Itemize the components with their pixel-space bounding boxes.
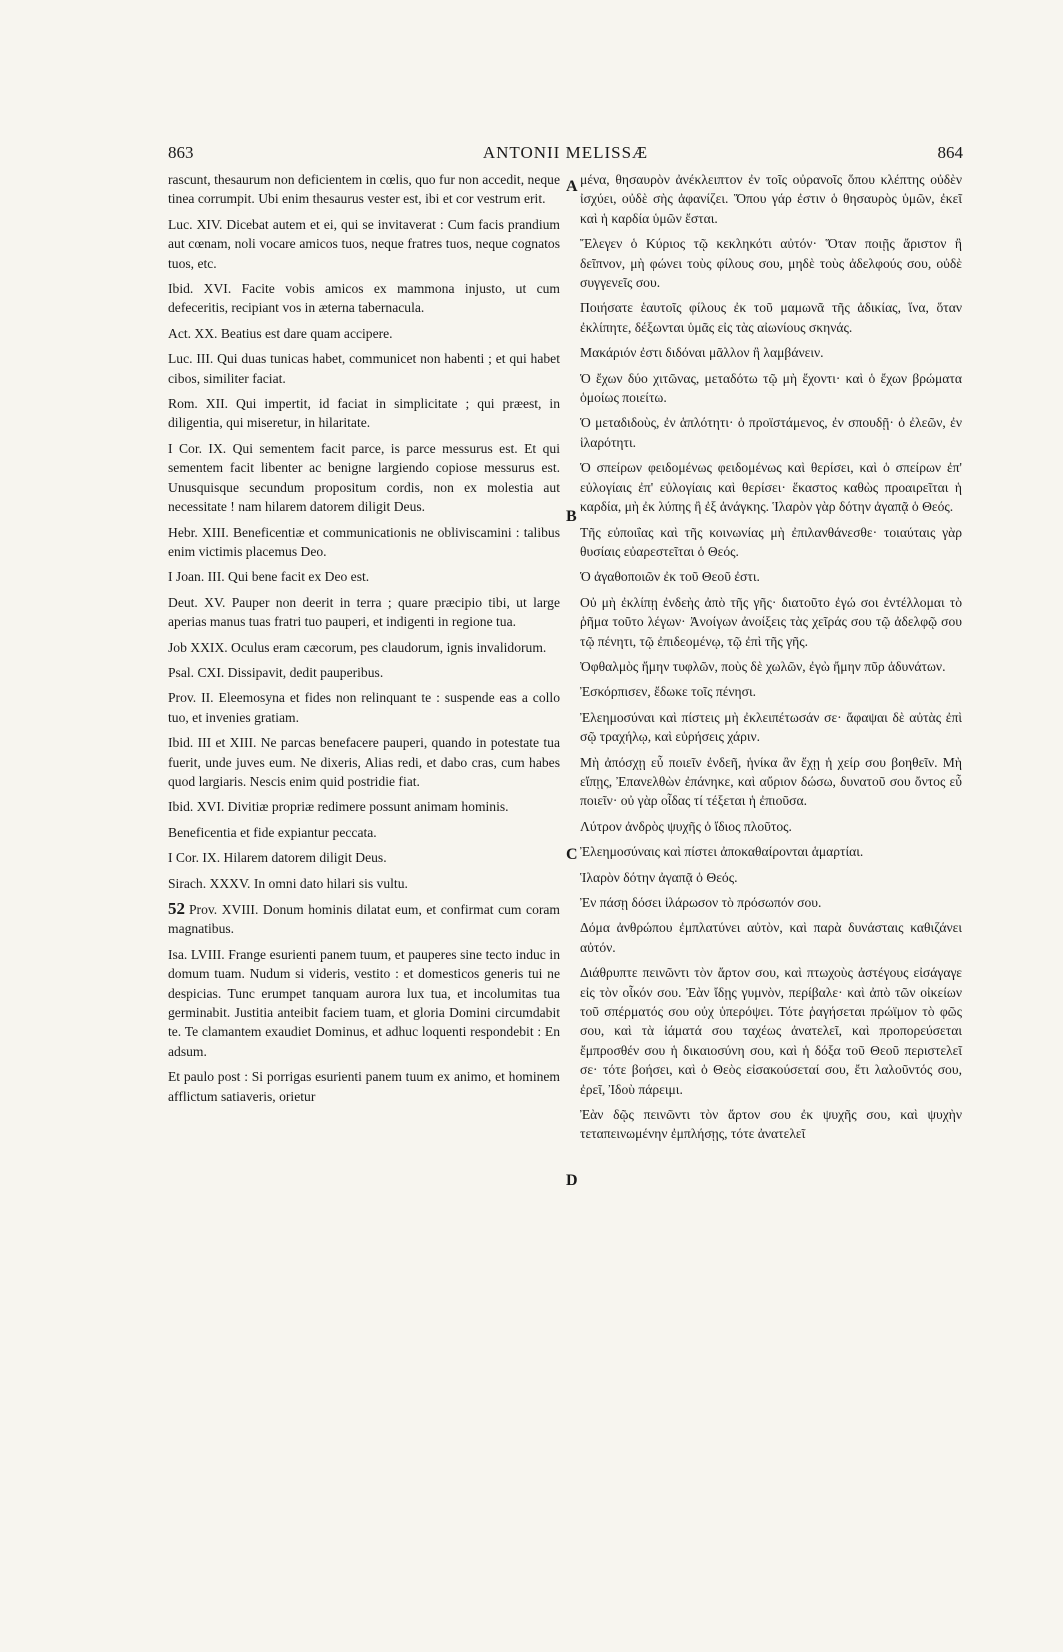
margin-letter-c: C: [566, 846, 578, 863]
latin-paragraph: Prov. II. Eleemosyna et fides non relinquant te : suspende eas a collo tuo, et invenies gratiam.: [168, 690, 560, 725]
latin-paragraph: Ibid. XVI. Facite vobis amicos ex mammona injusto, ut cum defeceritis, recipiant vos in æterna tabernacula.: [168, 281, 560, 316]
page-number-left: 863: [168, 143, 194, 162]
greek-paragraph: Διάθρυπτε πεινῶντι τὸν ἄρτον σου, καὶ πτωχοὺς ἀστέγους εἰσάγαγε εἰς τὸν οἶκόν σου. Ἐὰν ἴδῃς γυμνὸν, περίβαλε· καὶ ἀπὸ τῶν οἰκείων τοῦ σπέρματός σου οὐχ ὑπερόψει. Τότε ῥαγήσεται πρώϊμον τὸ φῶς σου, καὶ τὰ ἰάματά σου ταχέως ἀνατελεῖ, καὶ προπορεύσεται ἔμπροσθέν σου ἡ δικαιοσύνη σου, καὶ ἡ δόξα τοῦ Θεοῦ περιστελεῖ σε· τότε βοήσει, καὶ ὁ Θεὸς εἰσακούσεταί σου, ἔτι λαλοῦντός σου, ἐρεῖ, Ἰδοὺ πάρειμι.: [580, 965, 962, 1097]
greek-paragraph: Ποιήσατε ἑαυτοῖς φίλους ἐκ τοῦ μαμωνᾶ τῆς ἀδικίας, ἵνα, ὅταν ἐκλίπητε, δέξωνται ὑμᾶς εἰς τὰς αἰωνίους σκηνάς.: [580, 300, 962, 335]
greek-paragraph: Τῆς εὐποιΐας καὶ τῆς κοινωνίας μὴ ἐπιλανθάνεσθε· τοιαύταις γὰρ θυσίαις εὐαρεστεῖται ὁ Θεός.: [580, 524, 962, 559]
greek-paragraph: Ἐλεημοσύναι καὶ πίστεις μὴ ἐκλειπέτωσάν σε· ἄφαψαι δὲ αὐτὰς ἐπὶ σῷ τραχήλῳ, καὶ εὑρήσεις χάριν.: [580, 709, 962, 745]
latin-column: [168, 170, 560, 1112]
greek-paragraph: Ὁ ἔχων δύο χιτῶνας, μεταδότω τῷ μὴ ἔχοντι· καὶ ὁ ἔχων βρώματα ὁμοίως ποιείτω.: [580, 370, 962, 406]
latin-paragraph: Ibid. III et XIII. Ne parcas benefacere pauperi, quando in potestate tua fuerit, unde juves eum. Ne dixeris, Alias redi, et dabo cras, cum habes quod largiaris. Nescis enim quid postridie fiat.: [168, 735, 560, 789]
latin-paragraph: Rom. XII. Qui impertit, id faciat in simplicitate ; qui præest, in diligentia, qui miseretur, in hilaritate.: [168, 396, 560, 431]
latin-paragraph: Luc. XIV. Dicebat autem et ei, qui se invitaverat : Cum facis prandium aut cœnam, noli vocare amicos tuos, neque fratres tuos, neque cognatos tuos, etc.: [168, 216, 560, 271]
greek-paragraph: Οὐ μὴ ἐκλίπῃ ἐνδεὴς ἀπὸ τῆς γῆς· διατοῦτο ἐγώ σοι ἐντέλλομαι τὸ ῥῆμα τοῦτο λέγων· Ἀνοίγων ἀνοίξεις τὰς χεῖράς σου τῷ ἀδελφῷ σου τῷ πένητι, τῷ ἐπιδεομένῳ, τῷ ἐπὶ τῆς γῆς.: [580, 594, 962, 649]
running-header: [168, 143, 963, 167]
margin-letter-d: D: [566, 1172, 578, 1189]
latin-paragraph: Deut. XV. Pauper non deerit in terra ; quare præcipio tibi, ut large aperias manus tuas fratri tuo pauperi, et indigenti in regione tua.: [168, 594, 560, 630]
latin-paragraph: Luc. III. Qui duas tunicas habet, communicet non habenti ; et qui habet cibos, similiter faciat.: [168, 351, 560, 386]
greek-paragraph: Ἐὰν δῷς πεινῶντι τὸν ἄρτον σου ἐκ ψυχῆς σου, καὶ ψυχὴν τεταπεινωμένην ἐμπλήσῃς, τότε ἀνατελεῖ: [580, 1107, 962, 1142]
greek-paragraph: Λύτρον ἀνδρὸς ψυχῆς ὁ ἴδιος πλοῦτος.: [580, 818, 792, 834]
greek-paragraph: Δόμα ἀνθρώπου ἐμπλατύνει αὐτὸν, καὶ παρὰ δυνάσταις καθιζάνει αὐτόν.: [580, 920, 962, 955]
latin-paragraph: rascunt, thesaurum non deficientem in cœlis, quo fur non accedit, neque tinea corrumpit. Ubi enim thesaurus vester est, ibi et cor vestrum erit.: [168, 172, 560, 207]
greek-paragraph: Ὁ σπείρων φειδομένως φειδομένως καὶ θερίσει, καὶ ὁ σπείρων ἐπ' εὐλογίαις ἐπ' εὐλογίαις καὶ θερίσει· ἕκαστος καθὼς προαιρεῖται ἡ καρδία, μὴ ἐκ λύπης ἢ ἐξ ἀνάγκης. Ἱλαρὸν γὰρ δότην ἀγαπᾷ ὁ Θεός.: [580, 460, 962, 515]
greek-paragraph: Μακάριόν ἐστι διδόναι μᾶλλον ἢ λαμβάνειν.: [580, 345, 824, 361]
margin-letter-b: B: [566, 508, 577, 525]
page-number-right: 864: [937, 143, 963, 162]
greek-paragraph: Ὁ ἀγαθοποιῶν ἐκ τοῦ Θεοῦ ἐστι.: [580, 569, 760, 585]
greek-paragraph: Ὀφθαλμὸς ἤμην τυφλῶν, ποὺς δὲ χωλῶν, ἐγὼ ἤμην πῦρ ἀδυνάτων.: [580, 658, 946, 674]
latin-paragraph-text: Prov. XVIII. Donum hominis dilatat eum, et confirmat cum coram magnatibus.: [168, 902, 560, 937]
greek-paragraph: Μὴ ἀπόσχῃ εὖ ποιεῖν ἐνδεῆ, ἡνίκα ἂν ἔχῃ ἡ χείρ σου βοηθεῖν. Μὴ εἴπῃς, Ἐπανελθὼν ἐπάνηκε, καὶ αὔριον δώσω, δυνατοῦ σου ὄντος εὖ ποιεῖν· οὐ γὰρ οἶδας τί τέξεται ἡ ἐπιοῦσα.: [580, 754, 962, 809]
latin-paragraph: Act. XX. Beatius est dare quam accipere.: [168, 325, 393, 341]
latin-paragraph: I Cor. IX. Qui sementem facit parce, is parce messurus est. Et qui sementem facit libenter ac benigne largiendo copiose messurus est. Unusquisque secundum propositum cordis, non ex molestia aut necessitate ! nam hilarem datorem diligit Deus.: [168, 440, 560, 515]
greek-paragraph: Ἐσκόρπισεν, ἔδωκε τοῖς πένησι.: [580, 684, 757, 700]
margin-letter-a: A: [566, 178, 578, 195]
greek-paragraph: μένα, θησαυρὸν ἀνέκλειπτον ἐν τοῖς οὐρανοῖς ὅπου κλέπτης οὐδὲν ἰσχύει, οὐδὲ σὴς ἀφανίζει. Ὅπου γάρ ἐστιν ὁ θησαυρὸς ὑμῶν, ἐκεῖ καὶ ἡ καρδία ὑμῶν ἔσται.: [580, 172, 962, 226]
latin-paragraph-52: [168, 899, 560, 939]
greek-paragraph: Ἐν πάσῃ δόσει ἱλάρωσον τὸ πρόσωπόν σου.: [580, 895, 822, 910]
greek-paragraph: Ἔλεγεν ὁ Κύριος τῷ κεκληκότι αὐτόν· Ὅταν ποιῇς ἄριστον ἢ δεῖπνον, μὴ φώνει τοὺς φίλους σου, μηδὲ τοὺς ἀδελφούς σου, οὐδὲ συγγενεῖς σου.: [580, 236, 962, 291]
latin-paragraph: Beneficentia et fide expiantur peccata.: [168, 824, 377, 840]
section-number: 52: [168, 899, 185, 918]
greek-column: [580, 170, 962, 1150]
greek-paragraph: Ἱλαρὸν δότην ἀγαπᾷ ὁ Θεός.: [580, 869, 738, 885]
running-title: ANTONII MELISSÆ: [482, 143, 649, 162]
latin-paragraph: I Joan. III. Qui bene facit ex Deo est.: [168, 569, 370, 585]
latin-paragraph: Et paulo post : Si porrigas esurienti panem tuum ex animo, et hominem afflictum satiaveris, orietur: [168, 1069, 560, 1104]
latin-paragraph: Psal. CXI. Dissipavit, dedit pauperibus.: [168, 664, 384, 680]
latin-paragraph: Sirach. XXXV. In omni dato hilari sis vultu.: [168, 875, 408, 891]
latin-paragraph: Isa. LVIII. Frange esurienti panem tuum, et pauperes sine tecto induc in domum tuam. Nudum si videris, vestito : et domesticos generis tui ne despicias. Tunc erumpet tanquam aurora lux tua, et incolumitas tua germinabit. Justitia anteibit faciem tuam, et gloria Domini circumdabit te. Te clamantem exaudiet Dominus, et adhuc loquenti respondebit : En adsum.: [168, 946, 560, 1059]
greek-paragraph: Ἐλεημοσύναις καὶ πίστει ἀποκαθαίρονται ἁμαρτίαι.: [580, 844, 864, 860]
latin-paragraph: Ibid. XVI. Divitiæ propriæ redimere possunt animam hominis.: [168, 799, 509, 815]
latin-paragraph: Hebr. XIII. Beneficentiæ et communicationis ne obliviscamini : talibus enim victimis placemus Deo.: [168, 524, 560, 559]
latin-paragraph: Job XXIX. Oculus eram cæcorum, pes claudorum, ignis invalidorum.: [168, 639, 547, 655]
latin-paragraph: I Cor. IX. Hilarem datorem diligit Deus.: [168, 850, 387, 866]
greek-paragraph: Ὁ μεταδιδοὺς, ἐν ἁπλότητι· ὁ προϊστάμενος, ἐν σπουδῇ· ὁ ἐλεῶν, ἐν ἱλαρότητι.: [580, 415, 962, 450]
